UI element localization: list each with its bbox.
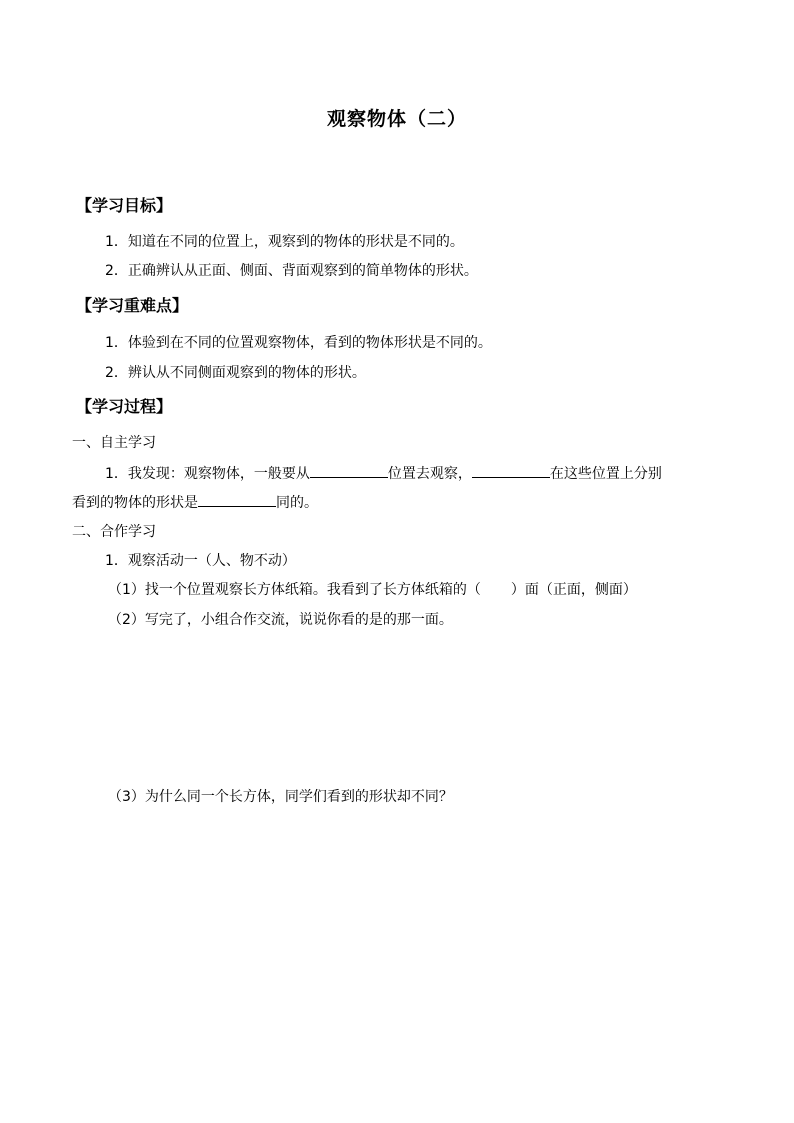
goal-item-1: 1．知道在不同的位置上，观察到的物体的形状是不同的。 — [105, 234, 464, 250]
part1-q1-text-a: 1．我发现：观察物体，一般要从 — [105, 466, 310, 482]
step-1-text-a: （1）找一个位置观察长方体纸箱。我看到了长方体纸箱的（ — [108, 582, 481, 598]
keypoint-item-1: 1．体验到在不同的位置观察物体，看到的物体形状是不同的。 — [105, 335, 492, 351]
part1-q1-text-c: 在这些位置上分别 — [549, 466, 662, 482]
step-3: （3）为什么同一个长方体，同学们看到的形状却不同？ — [108, 789, 453, 805]
part1-q1-text-b: 位置去观察， — [387, 466, 472, 482]
keypoint-item-2: 2．辨认从不同侧面观察到的物体的形状。 — [105, 365, 366, 381]
part1-question-line2 — [72, 492, 318, 513]
page-title: 观察物体（二） — [326, 108, 467, 130]
keypoints-heading: 【学习重难点】 — [76, 296, 189, 315]
part1-question-line1 — [105, 463, 662, 484]
answer-blank-2[interactable] — [472, 463, 550, 478]
goals-heading: 【学习目标】 — [76, 196, 173, 215]
step-2: （2）写完了，小组合作交流，说说你看的是的那一面。 — [108, 612, 453, 628]
answer-blank-3[interactable] — [198, 492, 276, 507]
part1-q1-text-d: 看到的物体的形状是 — [72, 495, 198, 511]
step-1-text-b: ）面（正面，侧面） — [510, 582, 637, 598]
answer-blank-1[interactable] — [310, 463, 388, 478]
part2-title: 二、合作学习 — [72, 524, 156, 540]
goal-item-2: 2．正确辨认从正面、侧面、背面观察到的简单物体的形状。 — [105, 263, 478, 279]
part1-title: 一、自主学习 — [72, 435, 156, 451]
activity-one: 1．观察活动一（人、物不动） — [105, 553, 296, 569]
process-heading: 【学习过程】 — [76, 397, 173, 416]
part1-q1-text-e: 同的。 — [276, 495, 318, 511]
step-1 — [108, 580, 637, 600]
